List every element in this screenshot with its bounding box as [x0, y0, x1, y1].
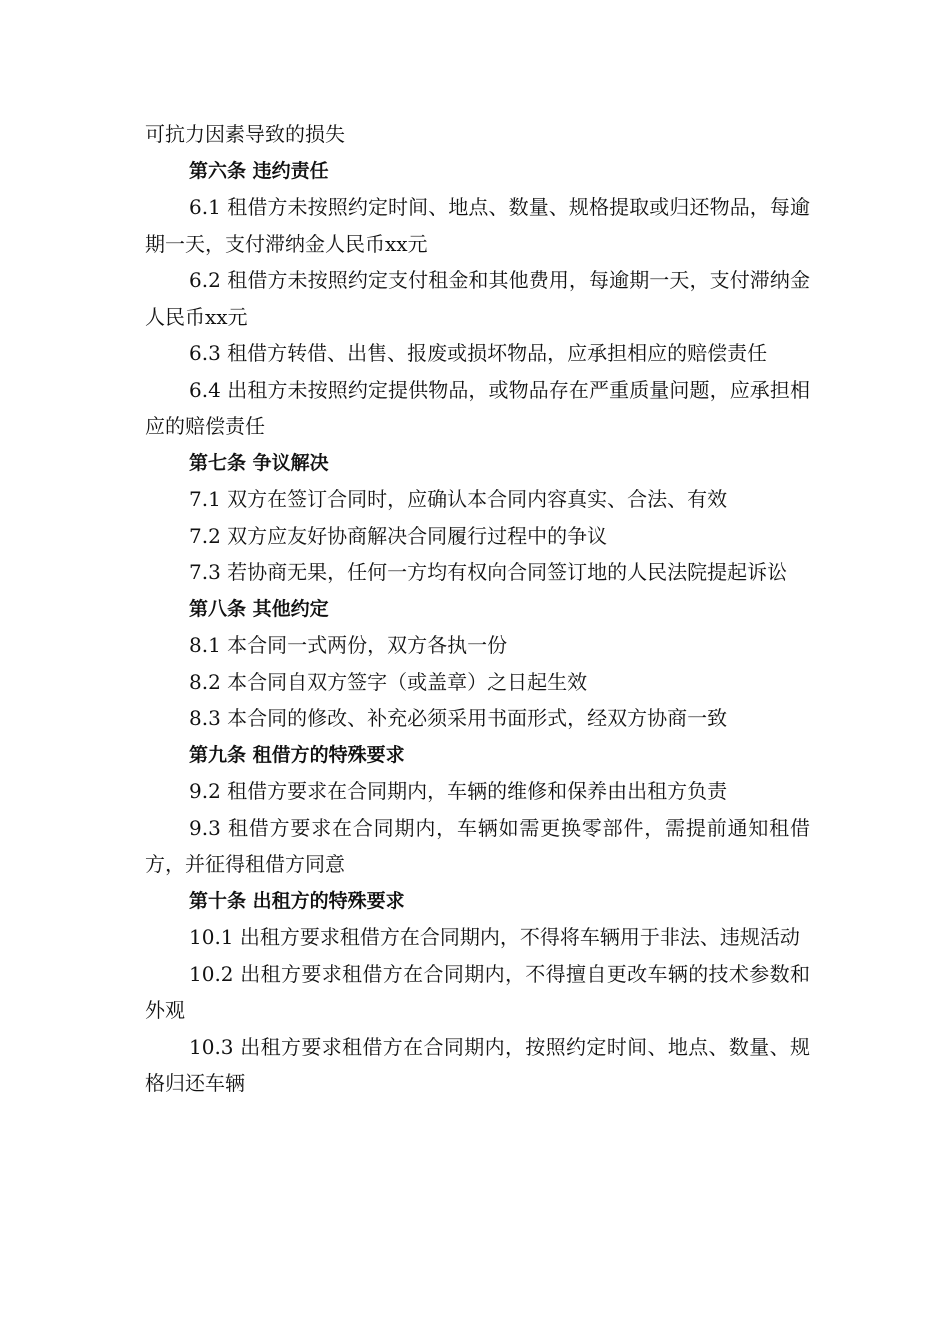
- section-heading-article-8: 第八条 其他约定: [189, 597, 329, 620]
- section-heading-article-9: 第九条 租借方的特殊要求: [189, 743, 405, 766]
- clause-7-1: 7.1 双方在签订合同时，应确认本合同内容真实、合法、有效: [189, 487, 728, 511]
- section-heading-article-10: 第十条 出租方的特殊要求: [189, 889, 405, 912]
- section-heading-article-6: 第六条 违约责任: [189, 159, 329, 182]
- clause-8-2: 8.2 本合同自双方签字（或盖章）之日起生效: [189, 669, 588, 694]
- clause-7-3: 7.3 若协商无果，任何一方均有权向合同签订地的人民法院提起诉讼: [189, 560, 788, 584]
- clause-10-1: 10.1 出租方要求租借方在合同期内，不得将车辆用于非法、违规活动: [189, 925, 800, 949]
- clause-6-2: 6.2 租借方未按照约定支付租金和其他费用，每逾期一天，支付滞纳金人民币xx元: [145, 268, 810, 329]
- section-heading-article-7: 第七条 争议解决: [189, 451, 329, 474]
- clause-9-3: 9.3 租借方要求在合同期内，车辆如需更换零部件，需提前通知租借方，并征得租借方同意: [145, 815, 810, 876]
- clause-7-2: 7.2 双方应友好协商解决合同履行过程中的争议: [189, 523, 608, 548]
- clause-9-2: 9.2 租借方要求在合同期内，车辆的维修和保养由出租方负责: [189, 779, 728, 803]
- clause-6-1: 6.1 租借方未按照约定时间、地点、数量、规格提取或归还物品，每逾期一天，支付滞纳金人民币xx元: [145, 195, 810, 256]
- clause-6-4: 6.4 出租方未按照约定提供物品，或物品存在严重质量问题，应承担相应的赔偿责任: [145, 377, 810, 438]
- clause-10-3: 10.3 出租方要求租借方在合同期内，按照约定时间、地点、数量、规格归还车辆: [145, 1034, 810, 1095]
- paragraph-force-majeure-tail: 可抗力因素导致的损失: [145, 122, 345, 146]
- clause-10-2: 10.2 出租方要求租借方在合同期内，不得擅自更改车辆的技术参数和外观: [145, 961, 810, 1022]
- clause-8-1: 8.1 本合同一式两份，双方各执一份: [189, 633, 508, 657]
- clause-6-3: 6.3 租借方转借、出售、报废或损坏物品，应承担相应的赔偿责任: [189, 341, 768, 365]
- clause-8-3: 8.3 本合同的修改、补充必须采用书面形式，经双方协商一致: [189, 706, 728, 730]
- document-body: [145, 116, 810, 1102]
